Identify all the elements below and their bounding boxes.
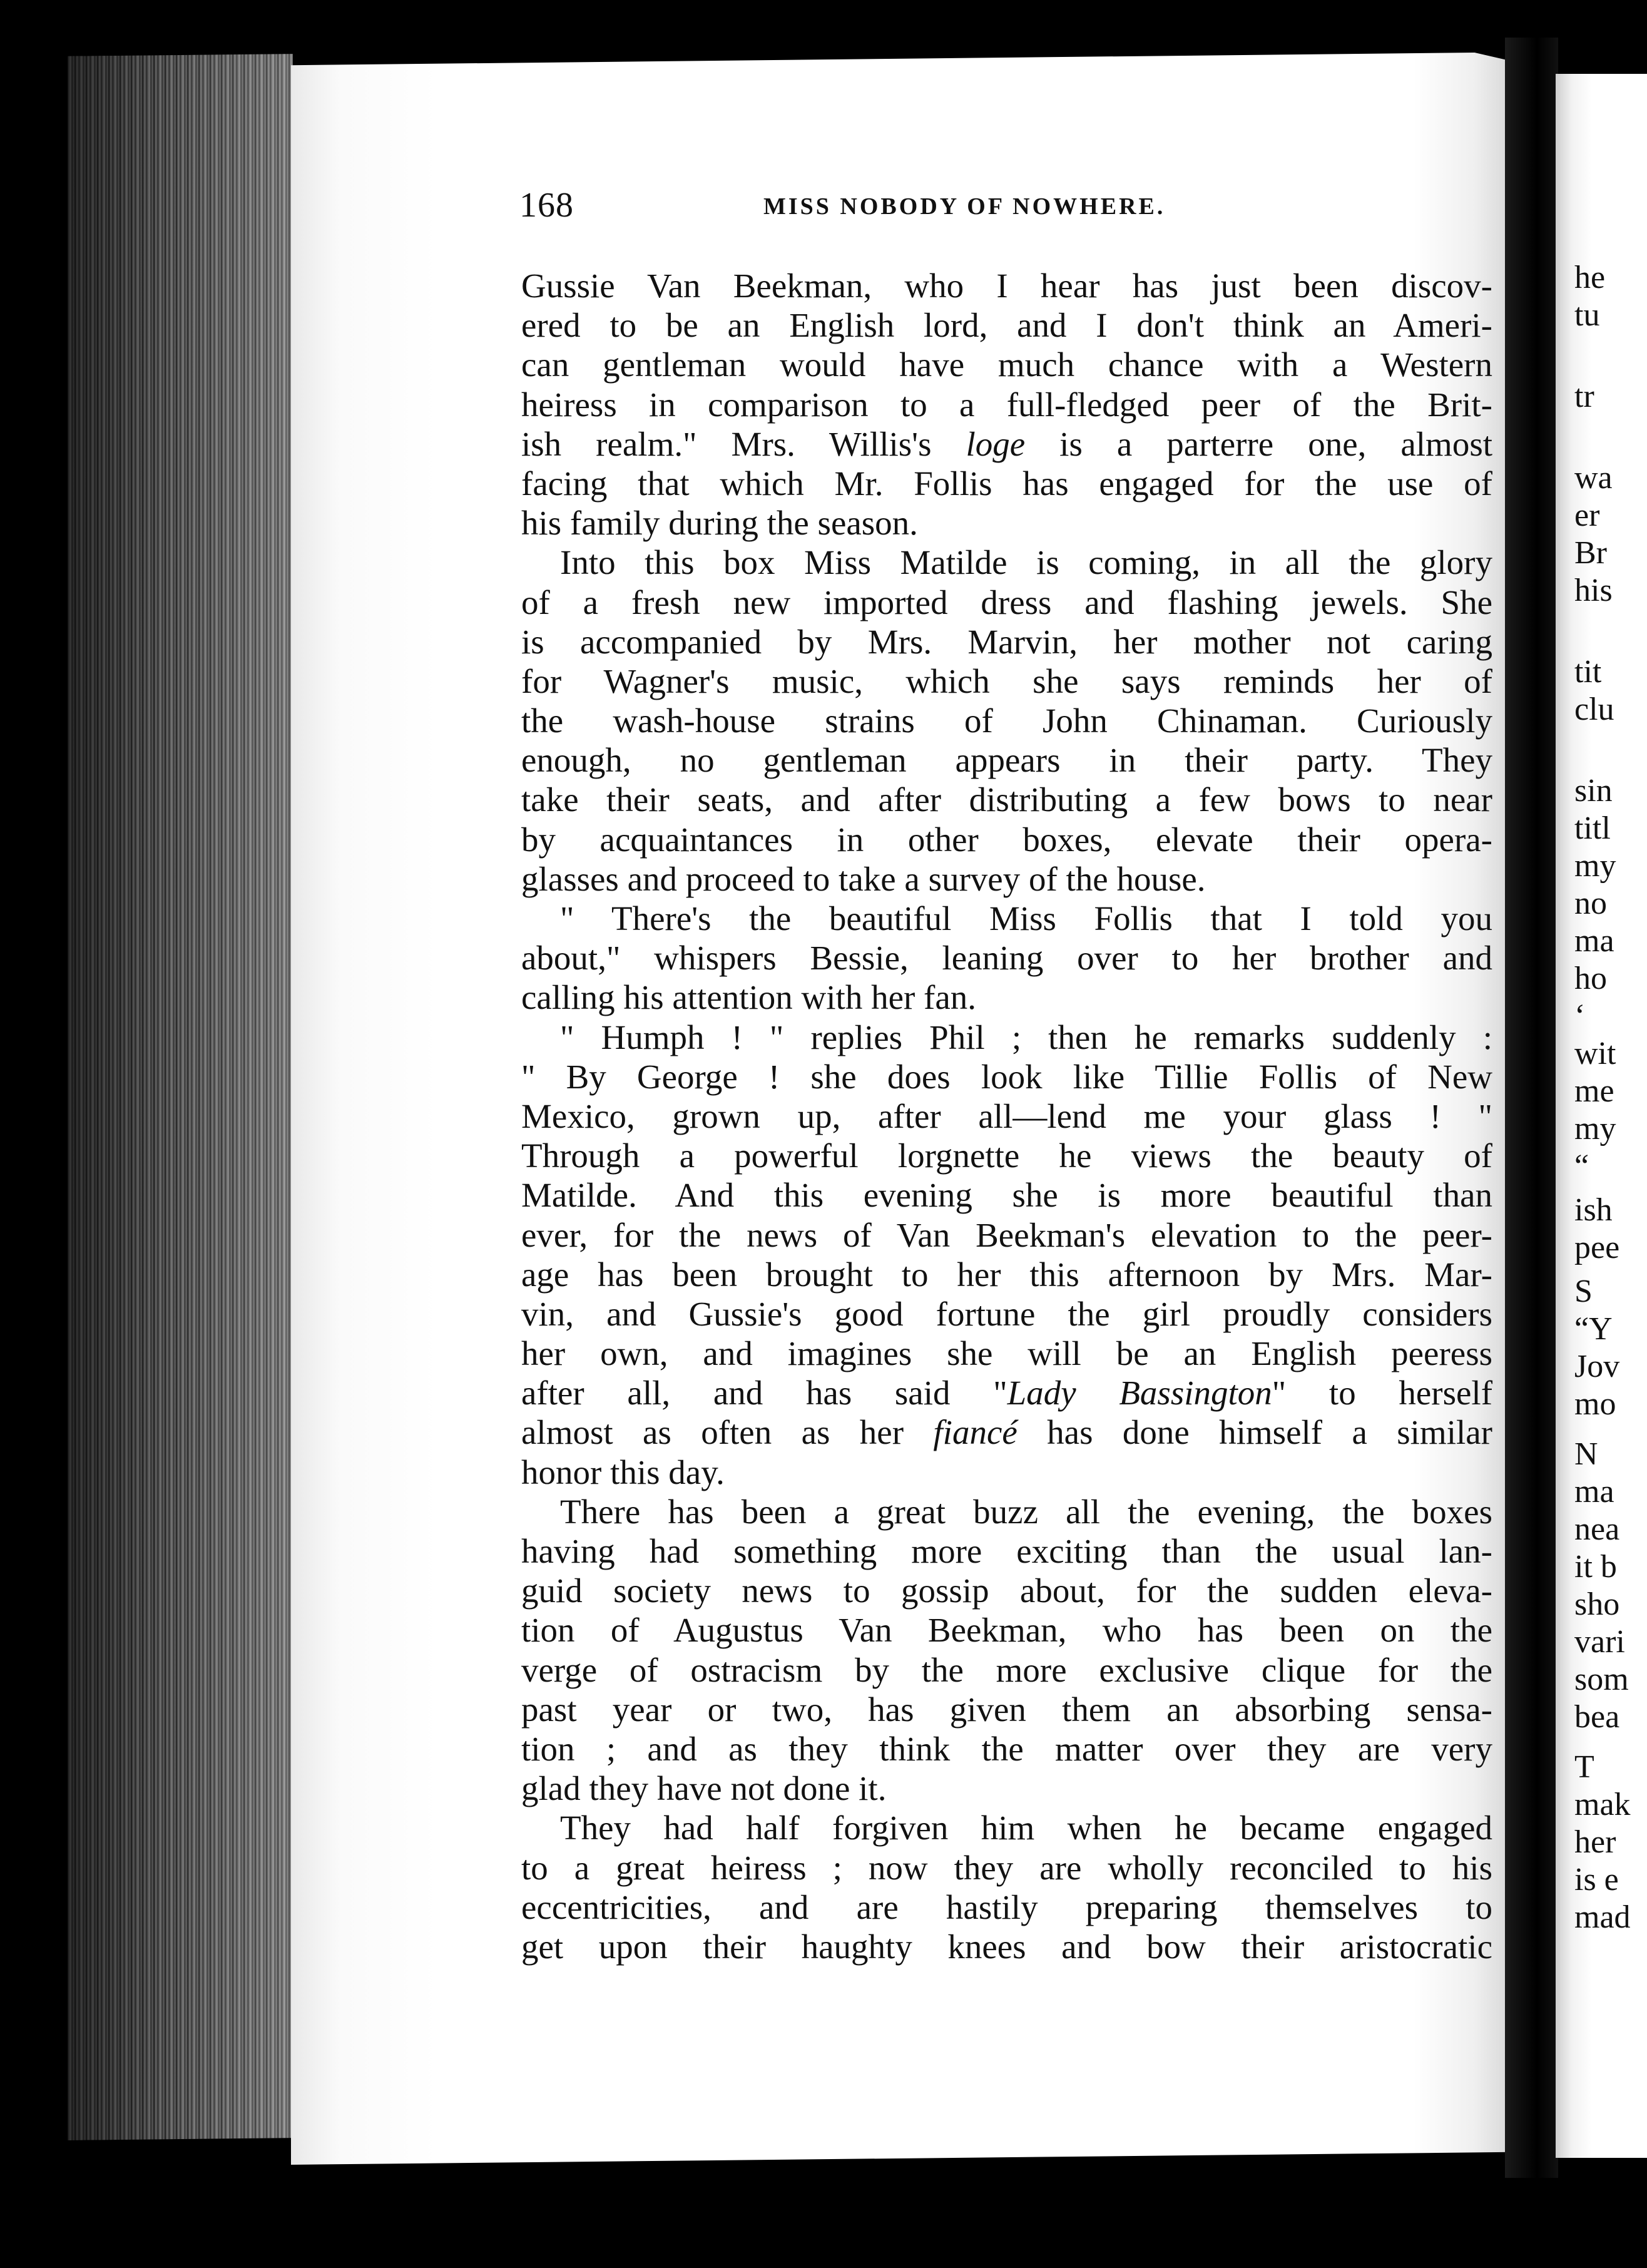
next-page-fragment: tu: [1574, 297, 1600, 333]
next-page-fragment: his: [1574, 573, 1613, 608]
next-page-fragment: ish: [1574, 1192, 1613, 1228]
next-page-fragment: S: [1574, 1274, 1593, 1309]
text-line: ever, for the news of Van Beekman's elevation to the peer-: [521, 1215, 1492, 1254]
text-fragment: after all, and has said: [521, 1374, 951, 1412]
next-page-sliver: [1556, 74, 1647, 2158]
next-page-fragment: titl: [1574, 810, 1611, 846]
text-line: get upon their haughty knees and bow their aristocratic: [521, 1927, 1492, 1966]
next-page-fragment: “Y: [1574, 1311, 1613, 1347]
next-page-fragment: bea: [1574, 1699, 1620, 1735]
text-line: ered to be an English lord, and I don't think an Ameri-: [521, 306, 1492, 345]
text-fragment: ": [993, 1374, 1007, 1412]
next-page-fragment: N: [1574, 1436, 1598, 1472]
text-line: There has been a great buzz all the evening, the boxes: [560, 1492, 1492, 1531]
next-page-fragment: pee: [1574, 1230, 1620, 1265]
text-line: past year or two, has given them an absorbing sensa-: [521, 1690, 1492, 1729]
text-line: facing that which Mr. Follis has engaged for the use of: [521, 464, 1492, 503]
next-page-fragment: tr: [1574, 379, 1594, 414]
next-page-fragment: is e: [1574, 1862, 1619, 1898]
next-page-fragment: mad: [1574, 1899, 1631, 1935]
text-line: They had half forgiven him when he became engaged: [560, 1809, 1492, 1847]
text-line: " Humph ! " replies Phil ; then he remarks suddenly :: [560, 1018, 1492, 1056]
text-line: glad they have not done it.: [521, 1769, 887, 1808]
text-fragment: almost as often as her: [521, 1413, 904, 1452]
text-line: having had something more exciting than the usual lan-: [521, 1532, 1492, 1570]
next-page-fragment: clu: [1574, 692, 1614, 727]
next-page-fragment: my: [1574, 848, 1616, 884]
text-line: age has been brought to her this afternoon by Mrs. Mar-: [521, 1255, 1492, 1294]
text-line: Matilde. And this evening she is more beautiful than: [521, 1176, 1492, 1215]
text-fragment: is a parterre one, almost: [1025, 424, 1493, 463]
text-line: Gussie Van Beekman, who I hear has just been discov-: [521, 267, 1492, 305]
next-page-fragment: tit: [1574, 654, 1602, 690]
next-page-fragment: ma: [1574, 923, 1614, 959]
text-line: about," whispers Bessie, leaning over to her brother and: [521, 939, 1492, 978]
text-line: verge of ostracism by the more exclusive clique for the: [521, 1650, 1492, 1689]
text-fragment: " to herself: [1272, 1374, 1493, 1412]
text-line: glasses and proceed to take a survey of the house.: [521, 859, 1206, 898]
italic-word: fiancé: [933, 1413, 1017, 1452]
body-text: [521, 266, 1492, 1966]
next-page-fragment: wit: [1574, 1036, 1616, 1071]
text-line: Into this box Miss Matilde is coming, in all the glory: [560, 543, 1492, 582]
text-line: is accompanied by Mrs. Marvin, her mother not caring: [521, 622, 1492, 661]
text-line: vin, and Gussie's good fortune the girl proudly considers: [521, 1294, 1492, 1333]
next-page-fragment: wa: [1574, 460, 1613, 496]
text-line: guid society news to gossip about, for the sudden eleva-: [521, 1571, 1492, 1610]
page-block-shadow: [68, 54, 293, 2140]
text-line: " By George ! she does look like Tillie Follis of New: [521, 1057, 1492, 1096]
next-page-fragment: Jov: [1574, 1349, 1620, 1384]
running-title: MISS NOBODY OF NOWHERE.: [763, 193, 1166, 220]
italic-word: loge: [966, 424, 1026, 463]
next-page-fragment: er: [1574, 498, 1600, 533]
text-line: enough, no gentleman appears in their party. They: [521, 741, 1492, 780]
text-line: eccentricities, and are hastily preparing themselves to: [521, 1887, 1492, 1926]
next-page-fragment: he: [1574, 260, 1606, 295]
text-line: by acquaintances in other boxes, elevate their opera-: [521, 820, 1492, 859]
text-line: heiress in comparison to a full-fledged peer of the Brit-: [521, 385, 1492, 424]
next-page-fragment: my: [1574, 1111, 1616, 1147]
next-page-fragment: som: [1574, 1662, 1629, 1697]
text-line: Through a powerful lorgnette he views the beauty of: [521, 1137, 1492, 1175]
text-line: take their seats, and after distributing a few bows to near: [521, 780, 1492, 819]
next-page-fragment: sho: [1574, 1586, 1620, 1622]
page-number: 168: [519, 186, 574, 225]
next-page-fragment: it b: [1574, 1549, 1617, 1585]
text-line: his family during the season.: [521, 504, 918, 543]
next-page-fragment: mak: [1574, 1787, 1631, 1822]
next-page-fragment: vari: [1574, 1624, 1625, 1660]
next-page-fragment: sin: [1574, 773, 1613, 809]
text-line: to a great heiress ; now they are wholly reconciled to his: [521, 1848, 1492, 1887]
text-line: of a fresh new imported dress and flashing jewels. She: [521, 583, 1492, 621]
next-page-fragment: ‘: [1574, 998, 1586, 1034]
next-page-fragment: her: [1574, 1824, 1616, 1860]
next-page-fragment: “: [1574, 1148, 1589, 1184]
text-fragment: ish realm." Mrs. Willis's: [521, 424, 932, 463]
next-page-fragment: me: [1574, 1073, 1614, 1109]
text-line: her own, and imagines she will be an English peeress: [521, 1334, 1492, 1373]
text-line: tion of Augustus Van Beekman, who has been on the: [521, 1611, 1492, 1650]
next-page-fragment: no: [1574, 886, 1607, 921]
italic-phrase: Lady Bassington: [1007, 1374, 1272, 1412]
text-line: [521, 424, 1492, 464]
text-line: honor this day.: [521, 1453, 725, 1491]
page-header: [519, 185, 1252, 229]
next-page-fragment: mo: [1574, 1386, 1616, 1422]
text-line: calling his attention with her fan.: [521, 978, 977, 1017]
text-line: tion ; and as they think the matter over they are very: [521, 1729, 1492, 1768]
text-line: Mexico, grown up, after all—lend me your glass ! ": [521, 1096, 1492, 1135]
text-line: " There's the beautiful Miss Follis that I told you: [560, 899, 1492, 937]
next-page-fragment: nea: [1574, 1511, 1620, 1547]
next-page-fragment: Br: [1574, 535, 1607, 571]
text-line: can gentleman would have much chance with a Western: [521, 345, 1492, 384]
next-page-fragment: ma: [1574, 1474, 1614, 1509]
text-line: [521, 1412, 1492, 1452]
text-line: [521, 1373, 1492, 1412]
next-page-fragment: T: [1574, 1749, 1594, 1785]
text-line: the wash-house strains of John Chinaman. Curiously: [521, 702, 1492, 740]
book-gutter: [1505, 38, 1558, 2178]
text-fragment: has done himself a similar: [1017, 1413, 1492, 1452]
next-page-fragment: ho: [1574, 961, 1607, 996]
text-line: for Wagner's music, which she says reminds her of: [521, 662, 1492, 700]
